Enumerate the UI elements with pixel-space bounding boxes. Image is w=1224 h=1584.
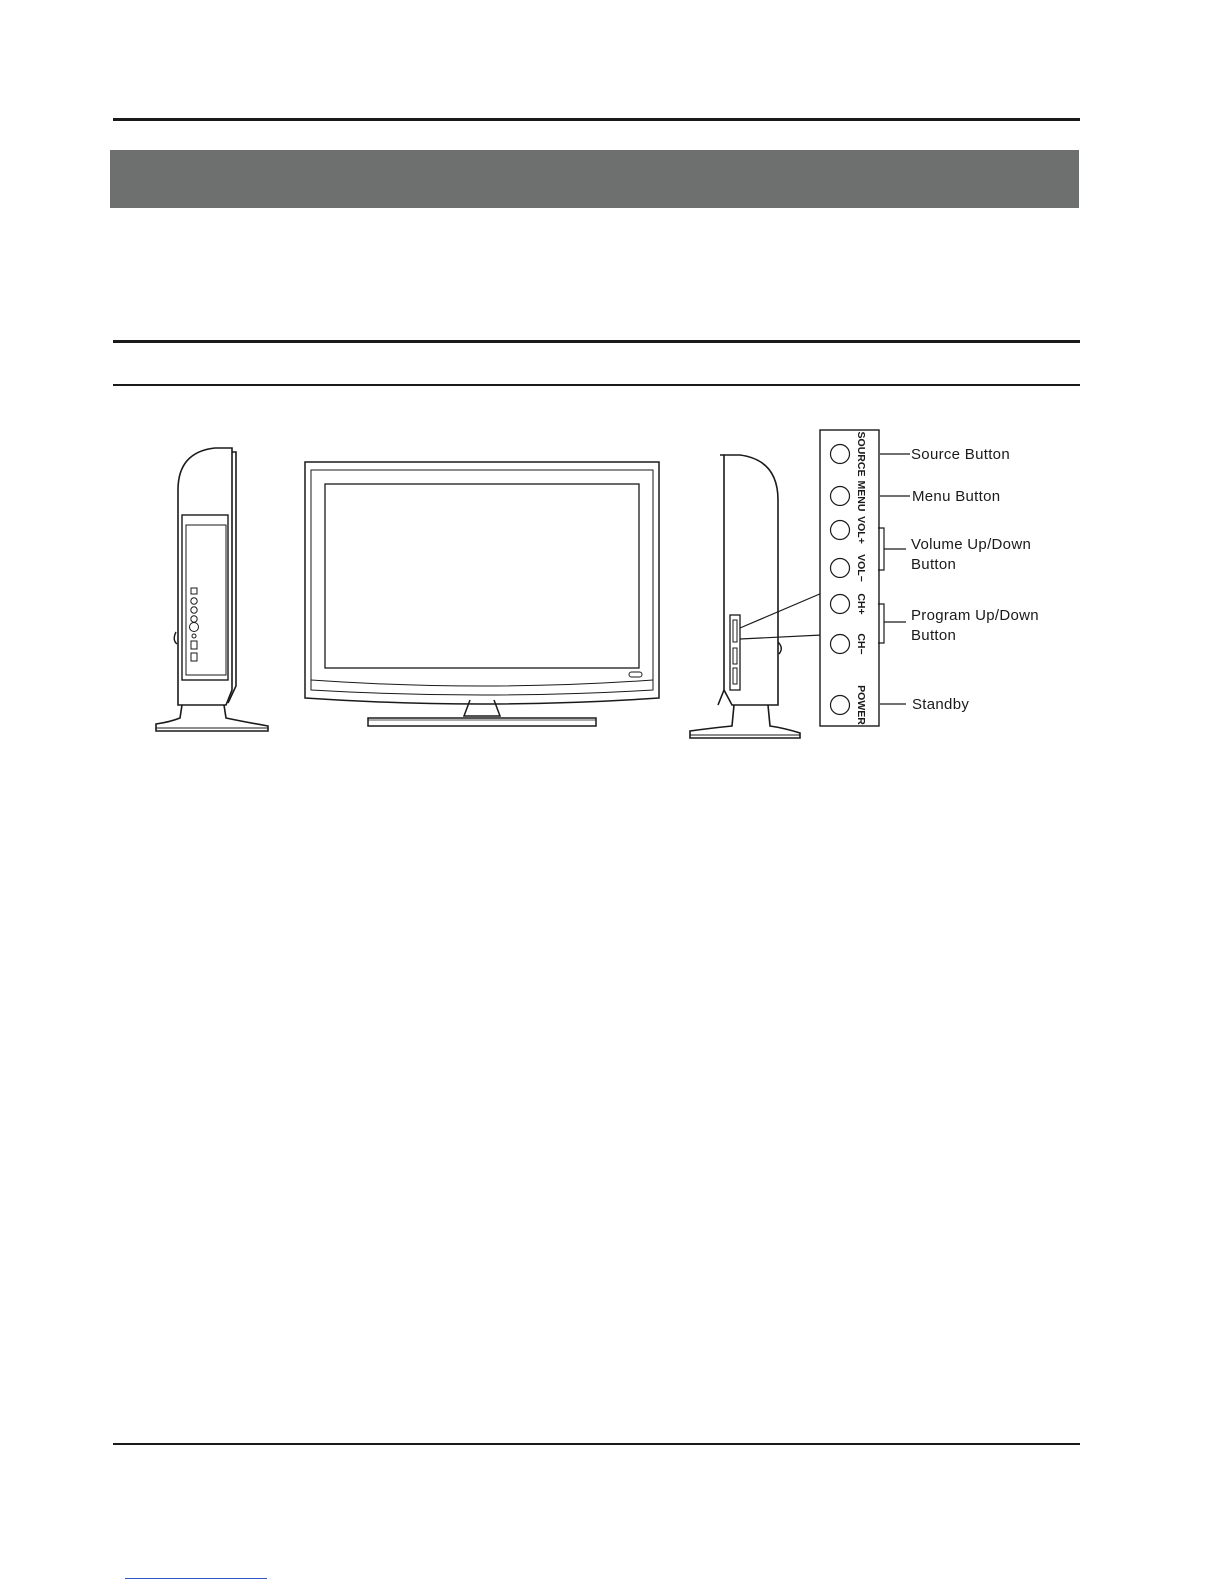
menu-button-label: MENU [855, 480, 867, 512]
callout-program-line2: Button [911, 627, 957, 644]
control-panel-strip [820, 430, 879, 726]
callout-lines [878, 454, 910, 704]
vol-down-button-label: VOL− [855, 554, 867, 582]
power-button-label: POWER [855, 685, 867, 725]
callout-volume-line2: Button [911, 556, 957, 573]
callout-standby: Standby [912, 696, 970, 713]
callout-menu-button: Menu Button [912, 488, 1001, 505]
tv-left-side-view [156, 448, 268, 731]
ch-down-button-circle [831, 635, 850, 654]
callout-volume-line1: Volume Up/Down [911, 536, 1032, 553]
tv-right-side-view [690, 455, 822, 738]
source-button-circle [831, 445, 850, 464]
ch-up-button-circle [831, 595, 850, 614]
menu-button-circle [831, 487, 850, 506]
callout-program-line1: Program Up/Down [911, 607, 1039, 624]
callout-source-button: Source Button [911, 446, 1010, 463]
tv-front-view [305, 462, 659, 726]
vol-up-button-label: VOL+ [855, 516, 867, 544]
power-button-circle [831, 696, 850, 715]
ch-up-button-label: CH+ [855, 593, 867, 615]
vol-down-button-circle [831, 559, 850, 578]
source-button-label: SOURCE [855, 431, 867, 477]
vol-up-button-circle [831, 521, 850, 540]
ch-down-button-label: CH− [855, 633, 867, 655]
